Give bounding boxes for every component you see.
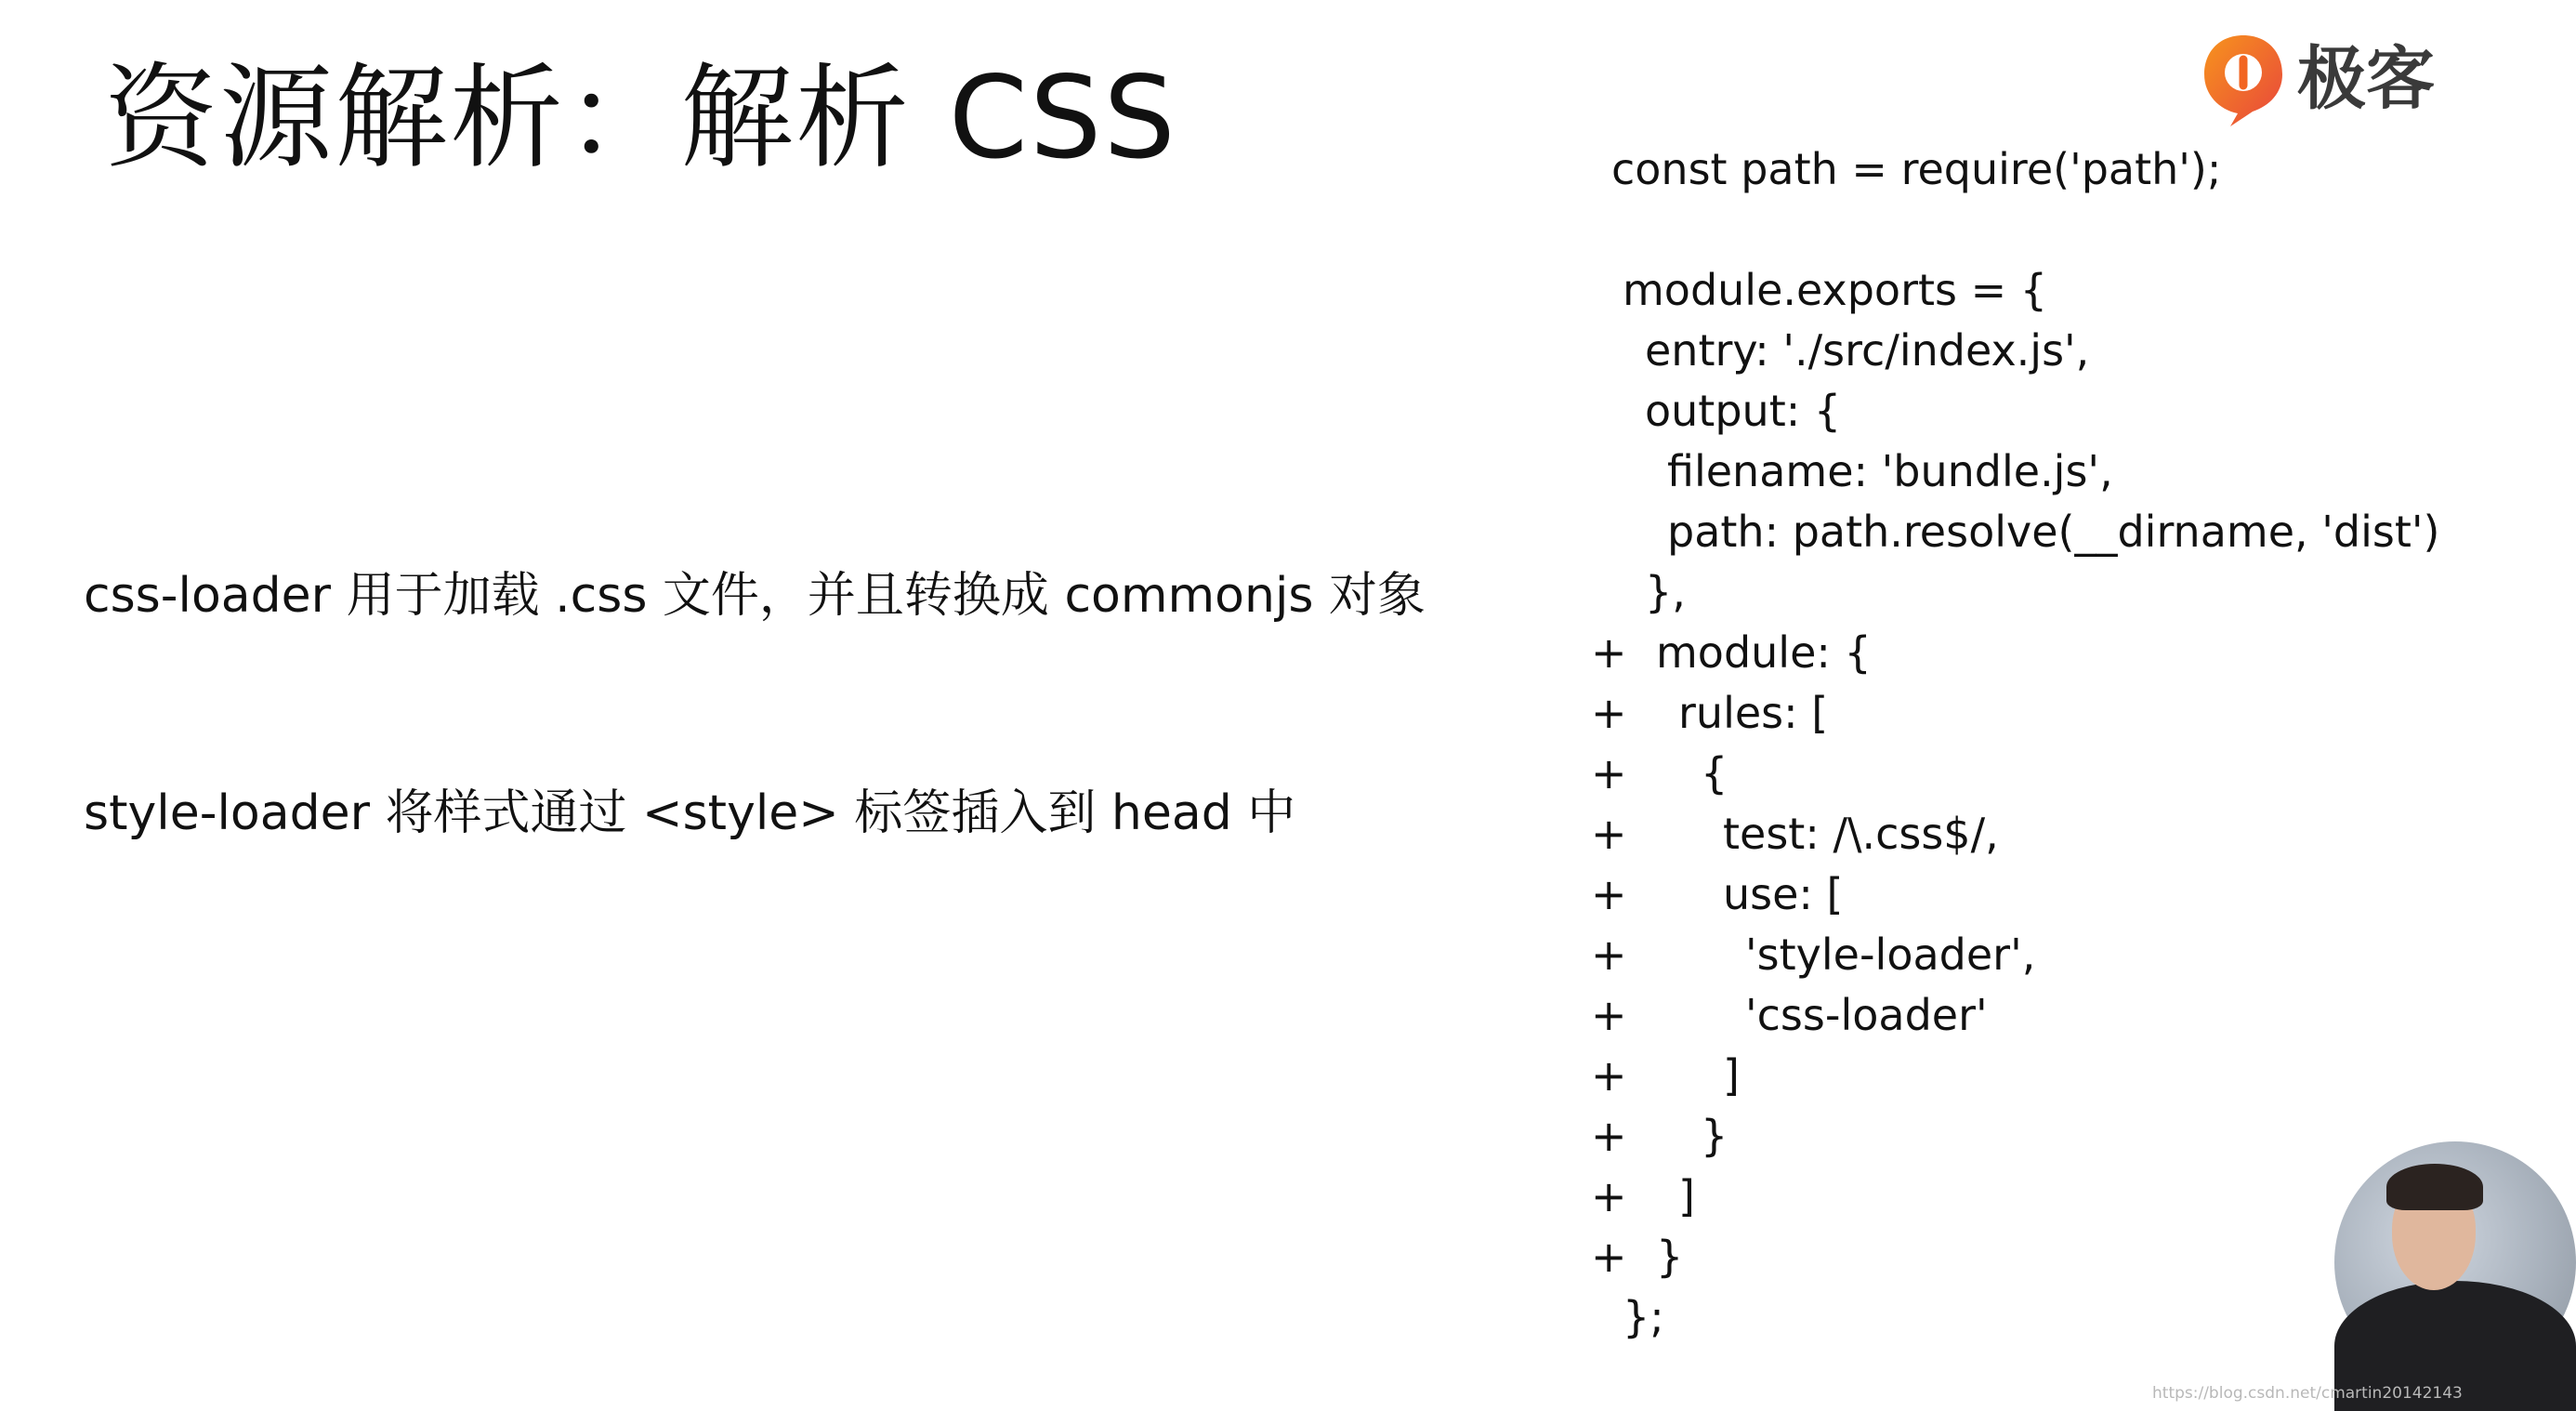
code-text: { (1701, 748, 1728, 798)
code-text: 'css-loader' (1745, 990, 1988, 1040)
diff-marker: + (1591, 1050, 1627, 1101)
code-text: path: path.resolve(__dirname, 'dist') (1667, 507, 2440, 557)
diff-marker: + (1591, 990, 1627, 1040)
logo-text: 极客 (2297, 39, 2435, 119)
diff-marker: + (1591, 1111, 1627, 1161)
code-text: } (1656, 1232, 1684, 1282)
diff-marker: + (1591, 688, 1627, 738)
diff-marker: + (1591, 930, 1627, 980)
bullet-css-loader: css-loader 用于加载 .css 文件，并且转换成 commonjs 对象 (84, 568, 1426, 624)
brand-logo (2193, 28, 2435, 130)
diff-marker: + (1591, 869, 1627, 919)
slide-title: 资源解析：解析 CSS (104, 52, 1177, 184)
code-text: module: { (1656, 627, 1872, 678)
code-text: 'style-loader', (1745, 930, 2036, 980)
code-text: module.exports = { (1623, 265, 2048, 315)
diff-marker: + (1591, 1171, 1627, 1221)
code-text: filename: 'bundle.js', (1667, 446, 2113, 496)
diff-marker: + (1591, 809, 1627, 859)
speaker-avatar (2334, 1141, 2576, 1383)
geektime-logo-icon (2199, 32, 2288, 128)
code-text: entry: './src/index.js', (1645, 325, 2090, 376)
diff-marker: + (1591, 748, 1627, 798)
bullet-style-loader: style-loader 将样式通过 <style> 标签插入到 head 中 (84, 785, 1296, 841)
code-text: use: [ (1723, 869, 1844, 919)
code-text: const path = require('path'); (1611, 144, 2222, 194)
code-text: ] (1723, 1050, 1740, 1101)
code-text: } (1701, 1111, 1728, 1161)
code-text: ] (1678, 1171, 1695, 1221)
code-text: output: { (1645, 386, 1842, 436)
code-text: test: /\.css$/, (1723, 809, 1999, 859)
speaker-video (2334, 1141, 2431, 1411)
code-text: }, (1645, 567, 1686, 617)
diff-marker: + (1591, 1232, 1627, 1282)
diff-marker: + (1591, 627, 1627, 678)
watermark: https://blog.csdn.net/cmartin20142143 (2152, 1384, 2463, 1403)
code-text: rules: [ (1678, 688, 1829, 738)
code-text: }; (1623, 1292, 1664, 1342)
